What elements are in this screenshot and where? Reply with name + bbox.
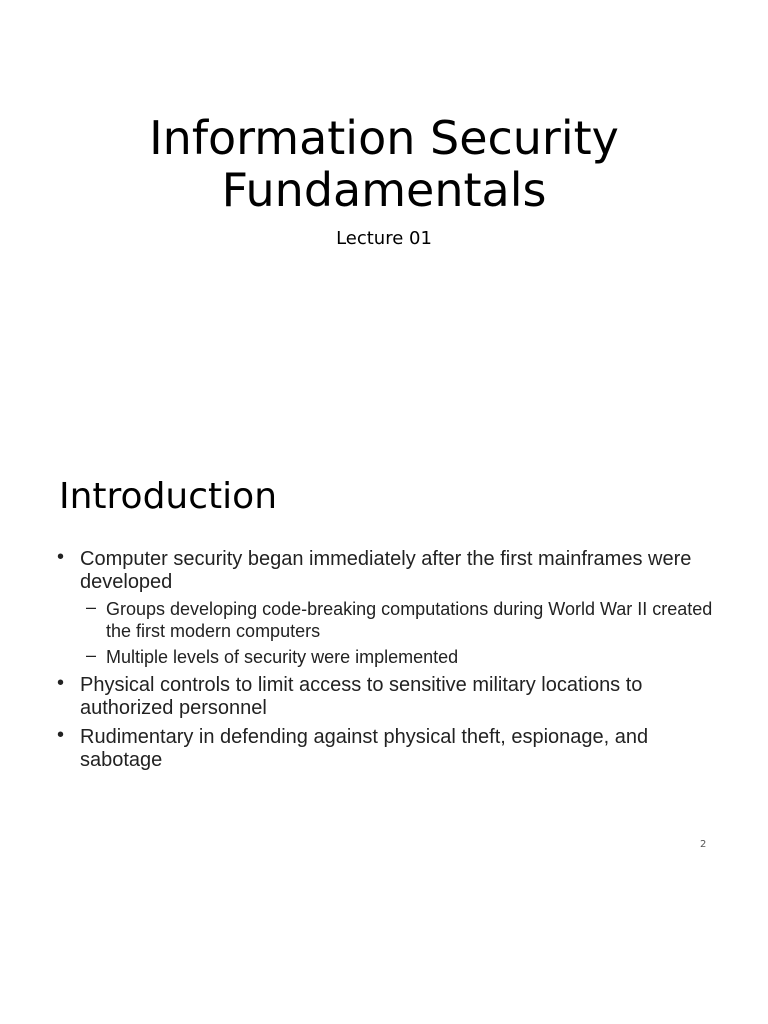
dash-marker: – xyxy=(86,645,97,665)
bullet-marker: • xyxy=(57,724,65,746)
sub-bullet-text: Multiple levels of security were implemented xyxy=(106,647,459,667)
introduction-slide xyxy=(0,460,768,860)
sub-bullet-item-2 xyxy=(80,646,728,668)
sub-bullet-text: Groups developing code-breaking computations during World War II created the first modern computers xyxy=(106,599,713,641)
bullet-marker: • xyxy=(57,672,65,694)
bullet-list xyxy=(0,548,768,778)
sub-bullet-list xyxy=(80,598,728,668)
lecture-subtitle: Lecture 01 xyxy=(336,228,432,249)
title-slide xyxy=(0,0,768,450)
page-number: 2 xyxy=(700,839,707,850)
bullet-text: Rudimentary in defending against physical theft, espionage, and sabotage xyxy=(80,726,649,771)
slide-heading: Introduction xyxy=(59,476,278,517)
bullet-item-3 xyxy=(0,726,768,772)
sub-bullet-item-1 xyxy=(80,598,728,642)
dash-marker: – xyxy=(86,597,97,617)
bullet-item-1 xyxy=(0,548,768,668)
bullet-marker: • xyxy=(57,546,65,568)
bullet-text: Computer security began immediately after the first mainframes were developed xyxy=(80,548,692,593)
presentation-title: Information Security Fundamentals xyxy=(149,111,619,217)
bullet-item-2 xyxy=(0,674,768,720)
bullet-text: Physical controls to limit access to sensitive military locations to authorized personnel xyxy=(80,674,643,719)
